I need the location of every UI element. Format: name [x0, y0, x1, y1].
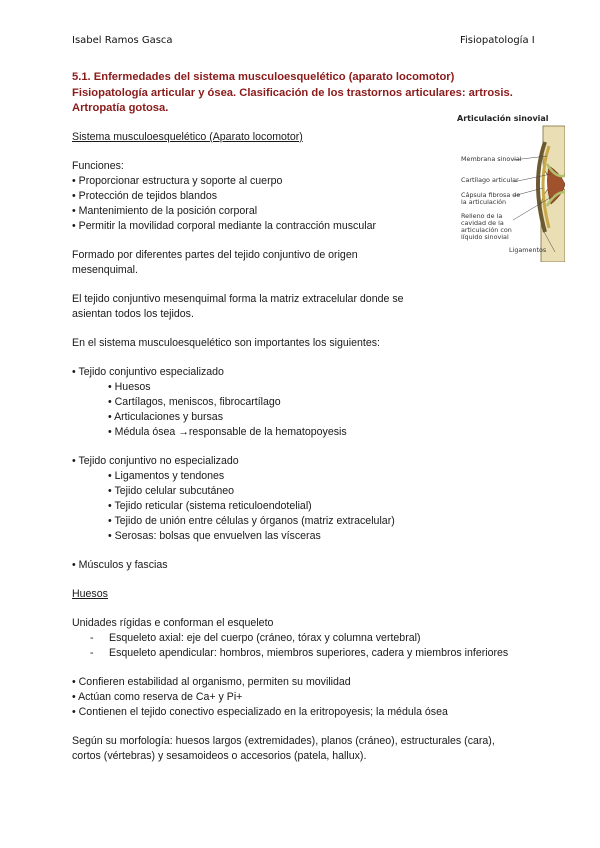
- label-capsula-1: Cápsula fibrosa de: [461, 191, 521, 199]
- label-membrana: Membrana sinovial: [461, 155, 522, 163]
- no-especializado-item: • Tejido celular subcutáneo: [108, 485, 235, 497]
- funcion-item: • Mantenimiento de la posición corporal: [72, 205, 258, 217]
- label-relleno-1: Relleno de la: [461, 212, 503, 220]
- especializado-item: • Cartílagos, meniscos, fibrocartílago: [108, 396, 281, 408]
- esqueleto-item: - Esqueleto axial: eje del cuerpo (cráneo, tórax y columna vertebral): [90, 632, 421, 644]
- no-especializado-item: • Tejido reticular (sistema reticuloendotelial): [108, 500, 312, 512]
- especializado-item: • Médula ósea →responsable de la hematopoyesis: [108, 426, 347, 438]
- title-line-3: Artropatía gotosa.: [72, 102, 169, 114]
- header-course: Fisiopatología I: [460, 35, 535, 46]
- label-relleno-3: articulación con: [461, 226, 512, 234]
- paragraph-morfologia-1: Según su morfología: huesos largos (extremidades), planos (cráneo), estructurales (cara),: [72, 735, 495, 747]
- label-ligamentos: Ligamentos: [509, 246, 547, 254]
- header-author: Isabel Ramos Gasca: [72, 35, 173, 46]
- musculos-item: • Músculos y fascias: [72, 559, 168, 571]
- title-line-1: 5.1. Enfermedades del sistema musculoesquelético (aparato locomotor): [72, 71, 455, 83]
- paragraph-morfologia-2: cortos (vértebras) y sesamoideos o accesorios (patela, hallux).: [72, 750, 367, 762]
- label-relleno-2: cavidad de la: [461, 219, 504, 227]
- paragraph-matriz-2: asientan todos los tejidos.: [72, 308, 194, 320]
- especializado-item: • Huesos: [108, 381, 151, 393]
- huesos-bullet: • Actúan como reserva de Ca+ y Pi+: [72, 691, 243, 703]
- no-especializado-item: • Tejido de unión entre células y órganos (matriz extracelular): [108, 515, 395, 527]
- section-heading-huesos: Huesos: [72, 588, 108, 600]
- title-line-2: Fisiopatología articular y ósea. Clasificación de los trastornos articulares: artrosis.: [72, 86, 513, 99]
- paragraph-unidades: Unidades rígidas e conforman el esqueleto: [72, 617, 274, 629]
- paragraph-formado-1: Formado por diferentes partes del tejido conjuntivo de origen: [72, 249, 358, 261]
- esqueleto-item: - Esqueleto apendicular: hombros, miembros superiores, cadera y miembros inferiores: [90, 647, 509, 659]
- paragraph-importantes: En el sistema musculoesquelético son importantes los siguientes:: [72, 337, 380, 349]
- funciones-label: Funciones:: [72, 160, 124, 172]
- especializado-label: • Tejido conjuntivo especializado: [72, 366, 224, 378]
- document-body: [72, 130, 532, 764]
- label-relleno-4: líquido sinovial: [461, 233, 509, 241]
- funcion-item: • Permitir la movilidad corporal mediante la contracción muscular: [72, 220, 376, 232]
- esqueleto-apendicular-text: Esqueleto apendicular: hombros, miembros superiores, cadera y miembros inferiores: [109, 647, 509, 659]
- section-heading-sistema: Sistema musculoesquelético (Aparato locomotor): [72, 131, 303, 143]
- especializado-item: • Articulaciones y bursas: [108, 411, 223, 423]
- no-especializado-item: • Serosas: bolsas que envuelven las vísceras: [108, 530, 321, 542]
- paragraph-matriz-1: El tejido conjuntivo mesenquimal forma la matriz extracelular donde se: [72, 293, 404, 305]
- no-especializado-label: • Tejido conjuntivo no especializado: [72, 455, 239, 467]
- paragraph-formado-2: mesenquimal.: [72, 264, 138, 276]
- figure-title: Articulación sinovial: [457, 114, 549, 123]
- no-especializado-item: • Ligamentos y tendones: [108, 470, 225, 482]
- label-capsula-2: la articulación: [461, 198, 507, 206]
- funcion-item: • Protección de tejidos blandos: [72, 190, 218, 202]
- label-cartilago: Cartílago articular: [461, 176, 519, 184]
- huesos-bullet: • Confieren estabilidad al organismo, permiten su movilidad: [72, 676, 351, 688]
- huesos-bullet: • Contienen el tejido conectivo especializado en la eritropoyesis; la médula ósea: [72, 706, 448, 718]
- section-title: [72, 70, 522, 117]
- esqueleto-axial-text: Esqueleto axial: eje del cuerpo (cráneo, tórax y columna vertebral): [109, 632, 421, 644]
- funcion-item: • Proporcionar estructura y soporte al cuerpo: [72, 175, 283, 187]
